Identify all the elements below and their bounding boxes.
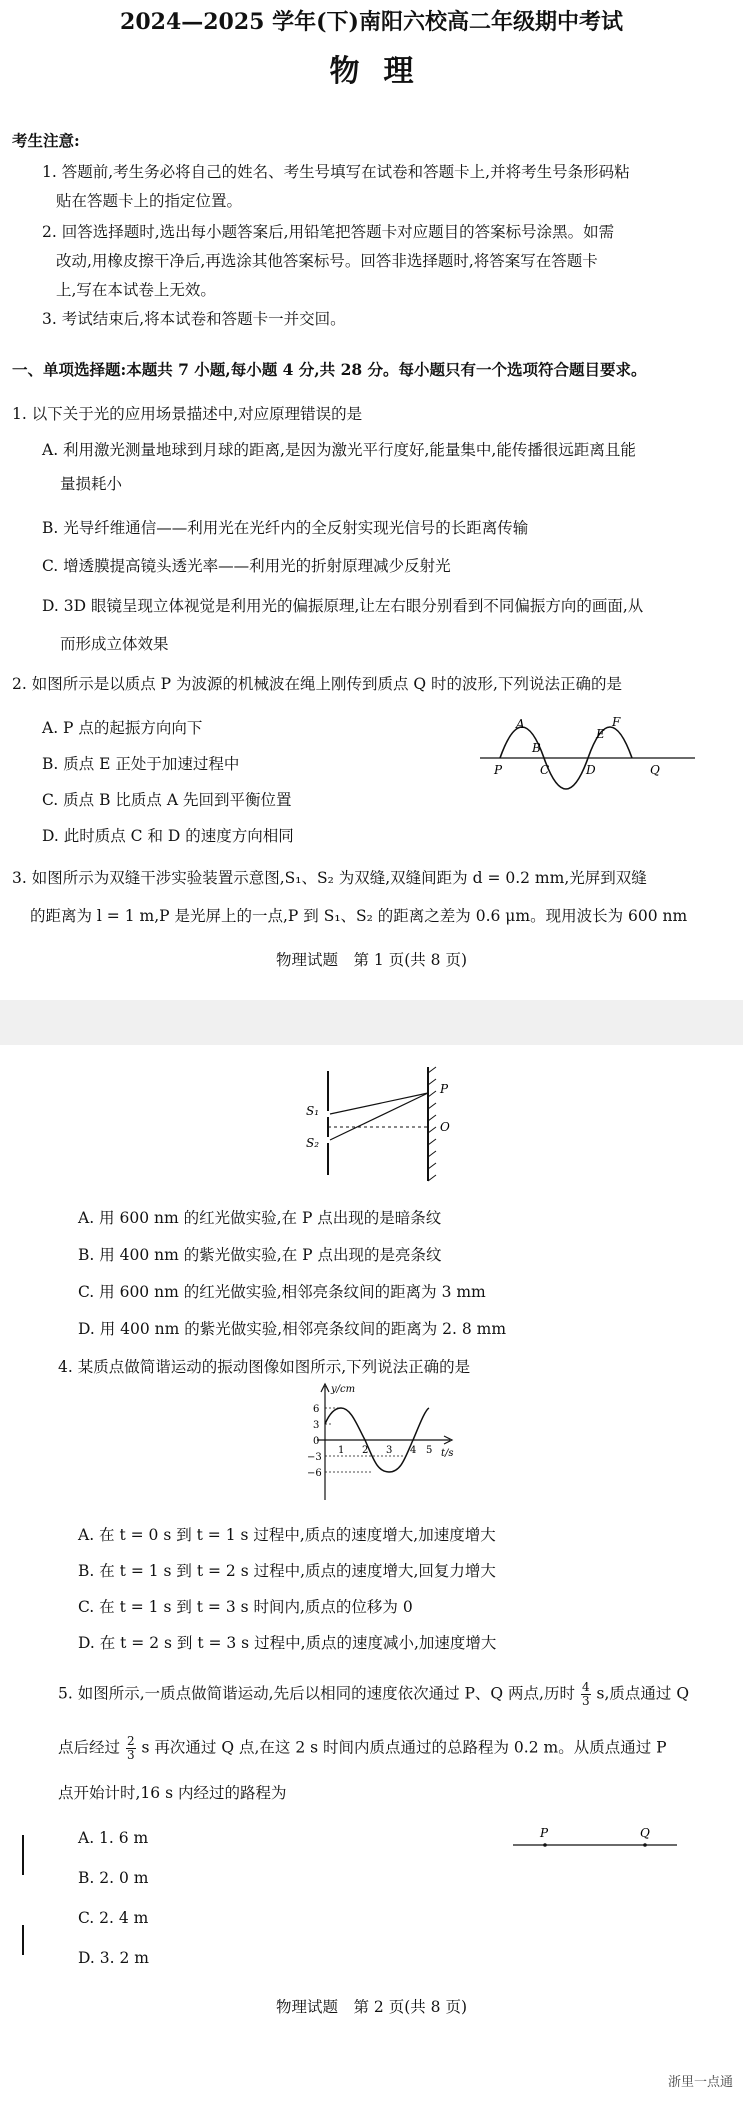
notice-line: 3. 考试结束后,将本试卷和答题卡一并交回。 (42, 310, 346, 328)
watermark: 浙里一点通 (667, 2075, 733, 2090)
fraction-2-3 (126, 1735, 136, 1762)
q4-stem: 4. 某质点做简谐运动的振动图像如图所示,下列说法正确的是 (58, 1358, 471, 1376)
q5-text: 点后经过 (58, 1738, 121, 1757)
label-Q: Q (640, 1826, 650, 1840)
fraction-4-3 (581, 1681, 591, 1708)
page-footer: 物理试题 第 2 页(共 8 页) (275, 1998, 468, 2016)
label-C: C (540, 763, 550, 777)
label-B: B (532, 741, 541, 755)
label-F: F (612, 715, 621, 729)
y-tick-neg6: −6 (307, 1468, 322, 1479)
q5-text: 5. 如图所示,一质点做简谐运动,先后以相同的速度依次通过 P、Q 两点,历时 (58, 1684, 575, 1703)
q5-text: s 再次通过 Q 点,在这 2 s 时间内质点通过的总路程为 0.2 m。从质点通过 P (141, 1738, 667, 1757)
q2-option-b: B. 质点 E 正处于加速过程中 (42, 755, 240, 773)
q2-option-a: A. P 点的起振方向向下 (42, 719, 203, 737)
q5-stem-line1 (58, 1681, 689, 1708)
fraction-denominator: 3 (126, 1748, 135, 1762)
q5-option-a: A. 1. 6 m (78, 1829, 149, 1847)
y-tick-neg3: −3 (307, 1452, 322, 1463)
q4-vibration-graph (295, 1380, 465, 1510)
q4-option-d: D. 在 t = 2 s 到 t = 3 s 过程中,质点的速度减小,加速度增大 (78, 1634, 497, 1652)
q3-stem-line1: 3. 如图所示为双缝干涉实验装置示意图,S₁、S₂ 为双缝,双缝间距为 d = 0.2 mm,光屏到双缝 (12, 869, 647, 887)
x-tick-5: 5 (426, 1445, 433, 1456)
notice-line: 改动,用橡皮擦干净后,再选涂其他答案标号。回答非选择题时,将答案写在答题卡 (56, 252, 598, 270)
notice-heading: 考生注意: (12, 131, 80, 150)
point-Q (643, 1843, 647, 1847)
q5-option-d: D. 3. 2 m (78, 1949, 149, 1967)
x-axis-label: t/s (441, 1448, 454, 1459)
notice-line: 上,写在本试卷上无效。 (56, 281, 216, 299)
section-heading: 一、单项选择题:本题共 7 小题,每小题 4 分,共 28 分。每小题只有一个选项符合题目要求。 (12, 360, 647, 379)
fraction-numerator: 4 (581, 1680, 590, 1694)
q1-option-b: B. 光导纤维通信——利用光在光纤内的全反射实现光信号的长距离传输 (42, 519, 529, 537)
label-P: P (440, 1082, 449, 1096)
x-tick-4: 4 (410, 1445, 417, 1456)
slit-gap-1 (326, 1111, 330, 1117)
fraction-denominator: 3 (581, 1694, 590, 1708)
ray-s2-p (330, 1093, 428, 1140)
exam-page-1 (0, 0, 743, 1000)
q2-wave-diagram (470, 708, 700, 808)
point-P (543, 1843, 547, 1847)
q1-stem: 1. 以下关于光的应用场景描述中,对应原理错误的是 (12, 405, 363, 423)
notice-line: 贴在答题卡上的指定位置。 (56, 192, 243, 210)
q3-option-d: D. 用 400 nm 的紫光做实验,相邻亮条纹间的距离为 2. 8 mm (78, 1320, 507, 1338)
page-footer: 物理试题 第 1 页(共 8 页) (275, 951, 468, 969)
label-P: P (540, 1826, 549, 1840)
subject-title: 物理 (329, 54, 438, 89)
slit-gap-2 (326, 1137, 330, 1143)
q2-option-d: D. 此时质点 C 和 D 的速度方向相同 (42, 827, 294, 845)
q1-option-a-cont: 量损耗小 (60, 475, 123, 493)
label-D: D (586, 763, 596, 777)
label-P: P (494, 763, 503, 777)
q3-option-a: A. 用 600 nm 的红光做实验,在 P 点出现的是暗条纹 (78, 1209, 442, 1227)
label-Q: Q (650, 763, 660, 777)
notice-line: 2. 回答选择题时,选出每小题答案后,用铅笔把答题卡对应题目的答案标号涂黑。如需 (42, 223, 615, 241)
x-tick-2: 2 (362, 1445, 369, 1456)
margin-mark (22, 1835, 24, 1875)
q1-option-a: A. 利用激光测量地球到月球的距离,是因为激光平行度好,能量集中,能传播很远距离且能 (42, 441, 636, 459)
x-tick-3: 3 (386, 1445, 393, 1456)
screen-hatching (428, 1067, 436, 1181)
label-E: E (596, 727, 605, 741)
q4-option-c: C. 在 t = 1 s 到 t = 3 s 时间内,质点的位移为 0 (78, 1598, 413, 1616)
q3-option-c: C. 用 600 nm 的红光做实验,相邻亮条纹间的距离为 3 mm (78, 1283, 486, 1301)
q3-double-slit-diagram (300, 1063, 460, 1188)
q4-option-b: B. 在 t = 1 s 到 t = 2 s 过程中,质点的速度增大,回复力增大 (78, 1562, 496, 1580)
label-S1: S₁ (306, 1104, 320, 1118)
notice-line: 1. 答题前,考生务必将自己的姓名、考生号填写在试卷和答题卡上,并将考生号条形码粘 (42, 163, 630, 181)
exam-title: 2024—2025 学年(下)南阳六校高二年级期中考试 (120, 9, 623, 35)
q5-stem-line3: 点开始计时,16 s 内经过的路程为 (58, 1784, 287, 1802)
q5-option-b: B. 2. 0 m (78, 1869, 149, 1887)
y-tick-6: 6 (313, 1404, 320, 1415)
label-S2: S₂ (306, 1136, 320, 1150)
exam-page-2 (0, 1045, 743, 2102)
q5-text: s,质点通过 Q (596, 1684, 690, 1703)
ray-s1-p (330, 1093, 428, 1114)
y-axis-label: y/cm (331, 1384, 356, 1395)
margin-mark (22, 1925, 24, 1955)
q3-stem-line2: 的距离为 l = 1 m,P 是光屏上的一点,P 到 S₁、S₂ 的距离之差为 0.6 μm。现用波长为 600 nm (30, 907, 688, 925)
x-tick-1: 1 (338, 1445, 345, 1456)
y-tick-0: 0 (313, 1436, 320, 1447)
label-O: O (440, 1120, 450, 1134)
q1-option-d-cont: 而形成立体效果 (60, 635, 169, 653)
q1-option-c: C. 增透膜提高镜头透光率——利用光的折射原理减少反射光 (42, 557, 451, 575)
q2-option-c: C. 质点 B 比质点 A 先回到平衡位置 (42, 791, 292, 809)
q5-pq-diagram (505, 1820, 685, 1860)
label-A: A (516, 717, 525, 731)
q5-stem-line2 (58, 1735, 667, 1762)
q5-option-c: C. 2. 4 m (78, 1909, 149, 1927)
q2-stem: 2. 如图所示是以质点 P 为波源的机械波在绳上刚传到质点 Q 时的波形,下列说法正确的是 (12, 675, 622, 693)
fraction-numerator: 2 (126, 1734, 135, 1748)
q4-option-a: A. 在 t = 0 s 到 t = 1 s 过程中,质点的速度增大,加速度增大 (78, 1526, 496, 1544)
page-separator (0, 1000, 743, 1045)
q3-option-b: B. 用 400 nm 的紫光做实验,在 P 点出现的是亮条纹 (78, 1246, 442, 1264)
y-tick-3: 3 (313, 1420, 320, 1431)
q1-option-d: D. 3D 眼镜呈现立体视觉是利用光的偏振原理,让左右眼分别看到不同偏振方向的画面,从 (42, 597, 644, 615)
